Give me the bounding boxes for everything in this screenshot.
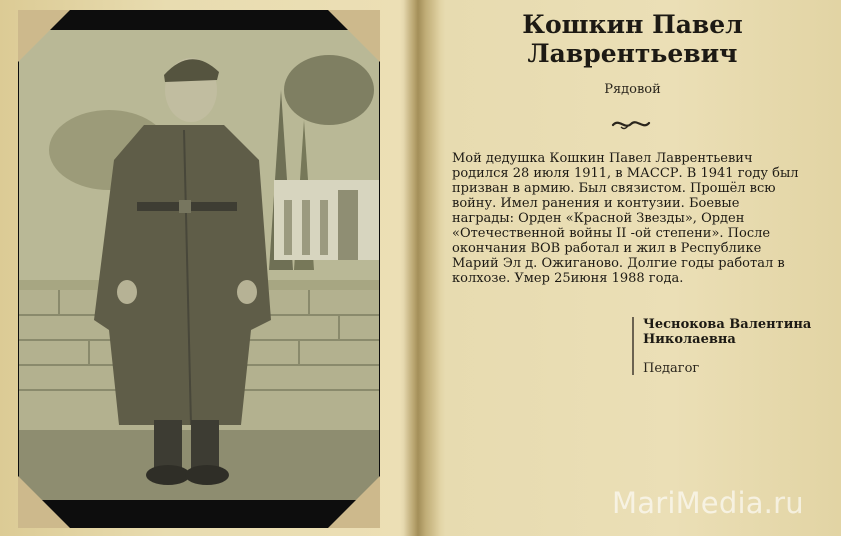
book-spine-shadow bbox=[400, 0, 440, 536]
biography-text: Мой дедушка Кошкин Павел Лаврентьевич родился 28 июля 1911, в МАССР. В 1941 году был призван в армию. Был связистом. Прошёл всю войну. Имел ранения и контузии. Боевые награды: Орден «Красной Звезды», Орден «Отечественной войны II -ой степени». После окончания ВОВ работал и жил в Республике Марий Эл д. Ожиганово. Долгие годы работал в колхозе. Умер 25июня 1988 года. bbox=[452, 151, 799, 286]
site-watermark: MariMedia.ru bbox=[612, 486, 804, 520]
photo-corner-top-right bbox=[328, 10, 380, 62]
soldier-photo-illustration bbox=[19, 30, 379, 500]
military-rank: Рядовой bbox=[604, 82, 661, 97]
person-name-heading: Кошкин Павел Лаврентьевич bbox=[522, 10, 743, 68]
photo-corner-bottom-right bbox=[328, 476, 380, 528]
author-name: Чеснокова Валентина Николаевна bbox=[643, 317, 812, 347]
author-role: Педагог bbox=[643, 361, 700, 376]
photo-corner-top-left bbox=[18, 10, 70, 62]
soldier-portrait-photo bbox=[19, 30, 379, 500]
photo-corner-bottom-left bbox=[18, 476, 70, 528]
ornament-flourish-icon bbox=[611, 116, 651, 132]
